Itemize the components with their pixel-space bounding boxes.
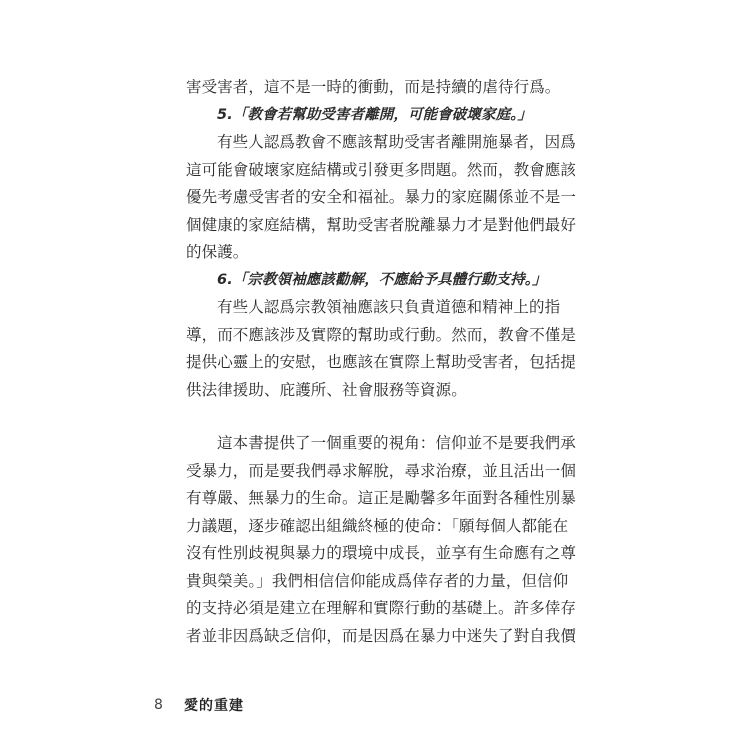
paragraph-line: 供法律援助、庇護所、社會服務等資源。 bbox=[186, 380, 467, 399]
paragraph-line: 導，而不應該涉及實際的幫助或行動。然而，教會不僅是 bbox=[186, 325, 577, 344]
page-footer bbox=[154, 695, 244, 715]
section-heading-6: 6.「宗教領袖應該勸解，不應給予具體行動支持。」 bbox=[217, 271, 547, 288]
paragraph-line: 害受害者，這不是一時的衝動，而是持續的虐待行爲。 bbox=[186, 78, 561, 96]
paragraph-line: 這本書提供了一個重要的視角：信仰並不是要我們承 bbox=[217, 434, 576, 452]
paragraph-line: 提供心靈上的安慰，也應該在實際上幫助受害者，包括提 bbox=[186, 353, 577, 371]
page-number: 8 bbox=[154, 697, 163, 713]
paragraph-line: 有尊嚴、無暴力的生命。這正是勵馨多年面對各種性別暴 bbox=[186, 489, 577, 507]
paragraph-line: 貴與榮美。」我們相信信仰能成爲倖存者的力量，但信仰 bbox=[186, 571, 569, 590]
paragraph-line: 這可能會破壞家庭結構或引發更多問題。然而，教會應該 bbox=[186, 160, 577, 179]
section-heading-5: 5.「教會若幫助受害者離開，可能會破壞家庭。」 bbox=[217, 106, 533, 123]
paragraph-line: 優先考慮受害者的安全和福祉。暴力的家庭關係並不是一 bbox=[186, 188, 577, 206]
paragraph-line: 有些人認爲宗教領袖應該只負責道德和精神上的指 bbox=[217, 298, 561, 316]
paragraph-line: 力議題，逐步確認出組織終極的使命：「願每個人都能在 bbox=[186, 516, 569, 535]
paragraph-gap bbox=[186, 404, 552, 430]
paragraph-line: 受暴力，而是要我們尋求解脫，尋求治療，並且活出一個 bbox=[186, 461, 577, 480]
body-text bbox=[186, 74, 577, 650]
running-book-title: 愛的重建 bbox=[184, 698, 244, 714]
paragraph-line: 的保護。 bbox=[186, 243, 249, 261]
paragraph-line: 個健康的家庭結構，幫助受害者脫離暴力才是對他們最好 bbox=[186, 215, 577, 234]
paragraph-line: 沒有性別歧視與暴力的環境中成長，並享有生命應有之尊 bbox=[186, 544, 577, 562]
paragraph-line: 的支持必須是建立在理解和實際行動的基礎上。許多倖存 bbox=[186, 599, 577, 617]
paragraph-line: 者並非因爲缺乏信仰，而是因爲在暴力中迷失了對自我價 bbox=[186, 626, 577, 645]
paragraph-line: 有些人認爲教會不應該幫助受害者離開施暴者，因爲 bbox=[217, 133, 576, 151]
